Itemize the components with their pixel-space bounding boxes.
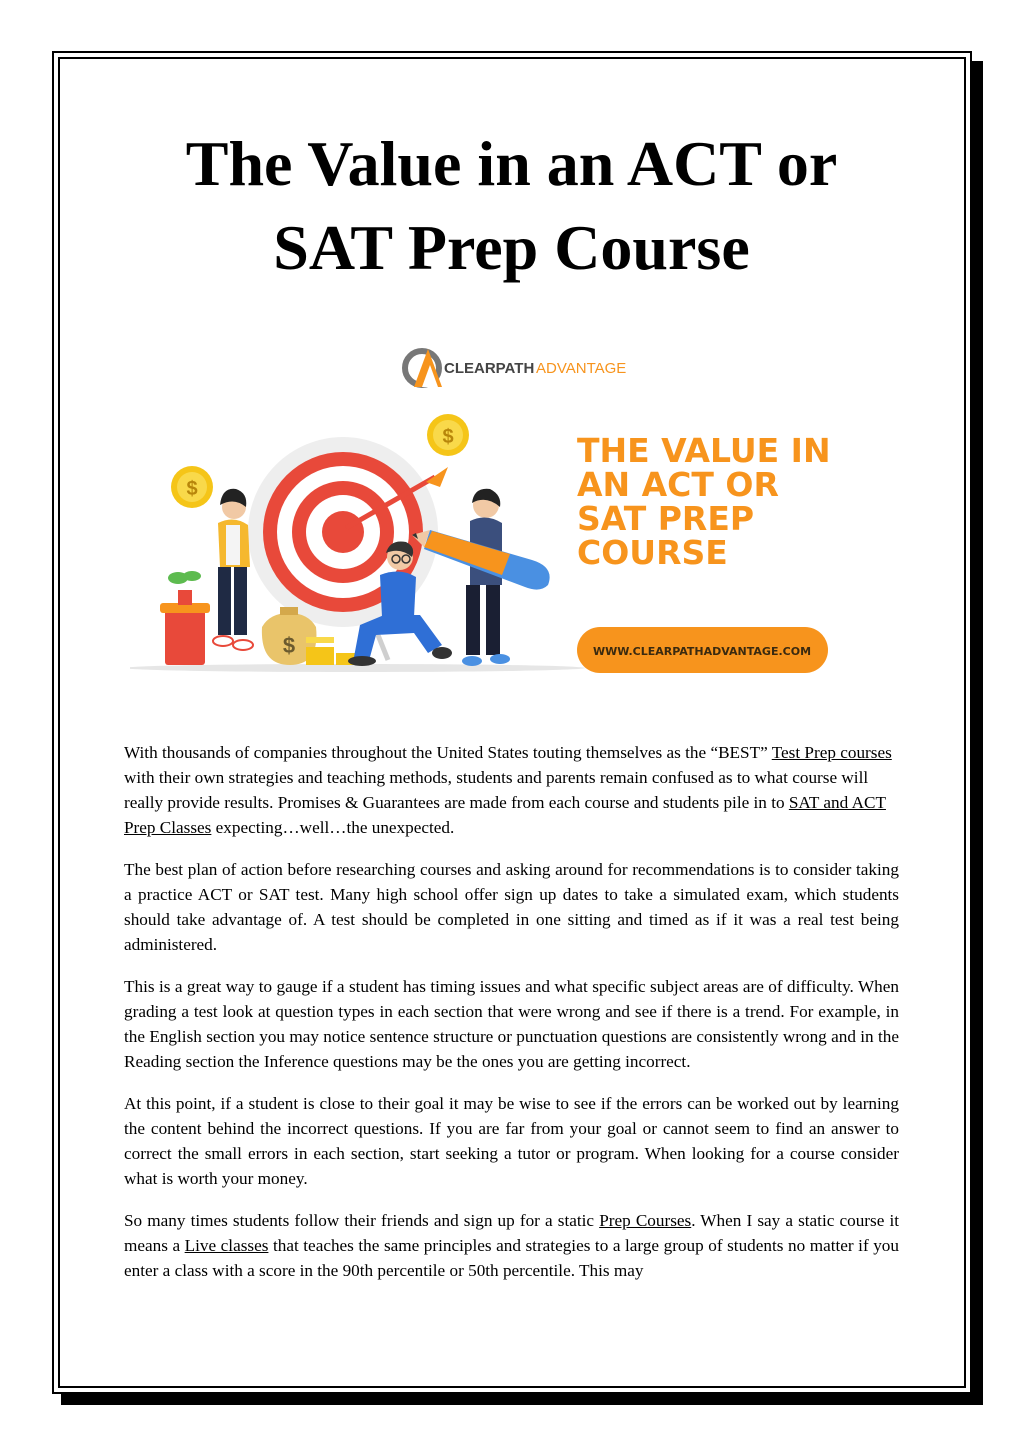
logo-mark-icon (405, 349, 442, 387)
document-title (100, 122, 923, 290)
logo-text-part1: CLEARPATH (444, 360, 535, 377)
coin-icon (171, 466, 213, 508)
link-sat-act-prep-classes[interactable]: SAT and ACT Prep Classes (124, 793, 886, 837)
title-line-1: The Value in an ACT or (185, 128, 838, 199)
paragraph-5-text-a: So many times students follow their friends and sign up for a static (124, 1211, 600, 1230)
banner-headline-line-4: COURSE (577, 533, 728, 572)
banner-headline-line-2: AN ACT OR (577, 465, 779, 504)
paragraph-5-text-c: that teaches the same principles and strategies to a large group of students no matter if you enter a class with a score in the 90th percentile or 50th percentile. This may (124, 1236, 899, 1280)
clearpath-logo (405, 349, 626, 387)
svg-text:$: $ (282, 633, 296, 658)
paragraph-2: The best plan of action before researching courses and asking around for recommendations is to consider taking a practice ACT or SAT test. Many high school offer sign up dates to take a simulated exam, which students should take advantage of. A test should be completed in one sitting and timed as if it was a real test being administered. (124, 860, 899, 954)
paragraph-1-text-b: with their own strategies and teaching methods, students and parents remain confused as to what course will really provide results. Promises & Guarantees are made from each course and students pile in to (124, 768, 869, 812)
title-line-2: SAT Prep Course (273, 212, 750, 283)
paragraph-3: This is a great way to gauge if a student has timing issues and what specific subject areas are of difficulty. When grading a test look at question types in each section that were wrong and see if there is a trend. For example, in the English section you may notice sentence structure or punctuation questions are consistently wrong and in the Reading section the Inference questions may be the ones you are getting incorrect. (124, 977, 899, 1071)
hero-banner-image (130, 335, 840, 685)
paragraph-1-text-c: expecting…well…the unexpected. (211, 818, 455, 837)
svg-text:$: $ (442, 426, 454, 448)
svg-text:$: $ (186, 478, 198, 500)
banner-headline (577, 431, 831, 572)
banner-headline-line-3: SAT PREP (577, 499, 755, 538)
article-body (124, 740, 899, 1300)
link-prep-courses[interactable]: Prep Courses (599, 1211, 692, 1230)
website-url-text: WWW.CLEARPATHADVANTAGE.COM (592, 645, 812, 658)
coin-icon (427, 414, 469, 456)
paragraph-1-text-a: With thousands of companies throughout the United States touting themselves as the “BEST” (124, 743, 772, 762)
paragraph-5 (124, 1208, 899, 1283)
paragraph-5-text-b: . When I say a static course it means a (124, 1211, 900, 1255)
paragraph-4: At this point, if a student is close to their goal it may be wise to see if the errors can be worked out by learning the content behind the incorrect questions. If you are far from your goal or cannot seem to find an answer to correct the small errors in each section, start seeking a tutor or program. When looking for a course consider what is worth your money. (124, 1094, 899, 1188)
website-url-button (577, 627, 828, 673)
woman-figure (213, 489, 253, 650)
link-test-prep-courses[interactable]: Test Prep courses (771, 743, 892, 762)
link-live-classes[interactable]: Live classes (184, 1236, 269, 1255)
banner-headline-line-1: THE VALUE IN (577, 431, 831, 470)
paragraph-1 (124, 740, 899, 840)
logo-text-part2: ADVANTAGE (536, 360, 627, 377)
